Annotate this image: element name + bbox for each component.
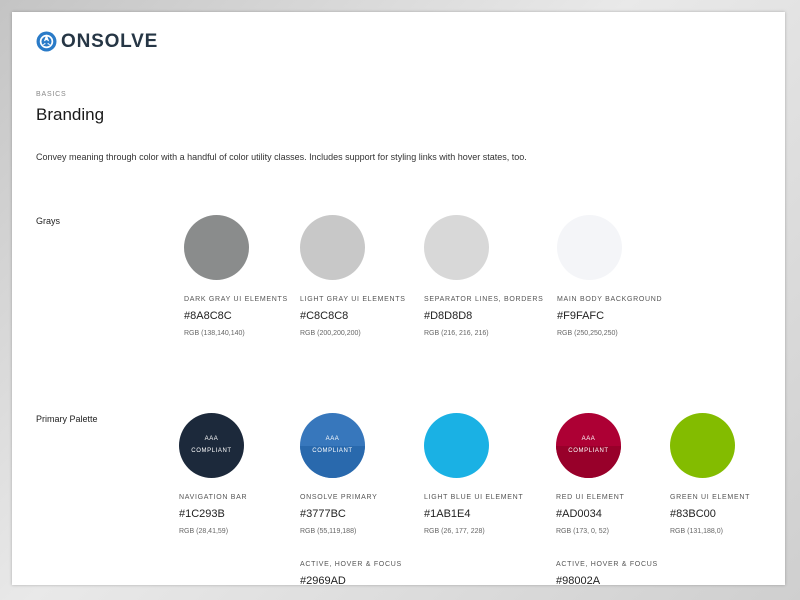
aaa-label: AAA: [204, 436, 219, 442]
brand-logo[interactable]: [36, 31, 158, 52]
color-circle: [179, 413, 244, 478]
swatch-hex: #C8C8C8: [300, 310, 349, 322]
swatch-rgb: RGB (28,41,59): [179, 528, 229, 535]
swatch-hex: #AD0034: [556, 508, 602, 520]
swatch-hex: #D8D8D8: [424, 310, 473, 322]
section-label: BASICS: [36, 91, 67, 98]
swatch-name: LIGHT BLUE UI ELEMENT: [424, 494, 524, 501]
swatch-light-gray: [300, 215, 440, 337]
swatch-rgb: RGB (173, 0, 52): [556, 528, 609, 535]
primary-palette-row-label: Primary Palette: [36, 414, 98, 424]
swatch-name: RED UI ELEMENT: [556, 494, 625, 501]
aaa-label: AAA: [325, 436, 340, 442]
swatch-navigation-bar: [179, 413, 319, 535]
swatch-rgb: RGB (216, 216, 216): [424, 330, 489, 337]
page-title: Branding: [36, 105, 105, 124]
active-state-label: ACTIVE, HOVER & FOCUS: [556, 561, 658, 568]
swatch-body-background: [557, 215, 697, 337]
swatch-hex: #F9FAFC: [557, 310, 605, 322]
color-circle: [424, 413, 489, 478]
swatch-rgb: RGB (131,188,0): [670, 528, 723, 535]
brand-wordmark: ONSOLVE: [61, 31, 159, 52]
onsolve-compass-logo-icon: [36, 31, 57, 52]
swatch-rgb: RGB (55,119,188): [300, 528, 357, 535]
compliant-label: COMPLIANT: [312, 448, 353, 454]
swatch-hex: #8A8C8C: [184, 310, 232, 322]
swatch-green: [670, 413, 780, 535]
active-state-hex: #98002A: [556, 575, 601, 585]
swatch-name: NAVIGATION BAR: [179, 494, 248, 501]
color-circle: [300, 413, 365, 478]
active-state-hex: #2969AD: [300, 575, 346, 585]
swatch-rgb: RGB (26, 177, 228): [424, 528, 485, 535]
branding-page: [12, 12, 785, 585]
swatch-hex: #83BC00: [670, 508, 716, 520]
swatch-hex: #3777BC: [300, 508, 346, 520]
swatch-name: DARK GRAY UI ELEMENTS: [184, 296, 288, 303]
swatch-light-blue: [424, 413, 564, 535]
active-state-label: ACTIVE, HOVER & FOCUS: [300, 561, 402, 568]
swatch-name: SEPARATOR LINES, BORDERS: [424, 296, 544, 303]
intro-text: Convey meaning through color with a handful of color utility classes. Includes support for styling links with hover states, too.: [36, 152, 527, 162]
swatch-hex: #1C293B: [179, 508, 225, 520]
color-circle: [184, 215, 249, 280]
swatch-name: GREEN UI ELEMENT: [670, 494, 751, 501]
color-circle: [557, 215, 622, 280]
swatch-name: MAIN BODY BACKGROUND: [557, 296, 663, 303]
swatch-rgb: RGB (138,140,140): [184, 330, 245, 337]
color-circle: [300, 215, 365, 280]
aaa-label: AAA: [581, 436, 596, 442]
swatch-hex: #1AB1E4: [424, 508, 471, 520]
swatch-onsolve-primary: [300, 413, 440, 585]
swatch-name: ONSOLVE PRIMARY: [300, 494, 378, 501]
swatch-name: LIGHT GRAY UI ELEMENTS: [300, 296, 406, 303]
compliant-label: COMPLIANT: [191, 448, 232, 454]
color-circle: [670, 413, 735, 478]
swatch-rgb: RGB (200,200,200): [300, 330, 361, 337]
grays-row-label: Grays: [36, 216, 61, 226]
swatch-separator-gray: [424, 215, 564, 337]
swatch-rgb: RGB (250,250,250): [557, 330, 618, 337]
compliant-label: COMPLIANT: [568, 448, 609, 454]
color-circle: [424, 215, 489, 280]
color-circle: [556, 413, 621, 478]
